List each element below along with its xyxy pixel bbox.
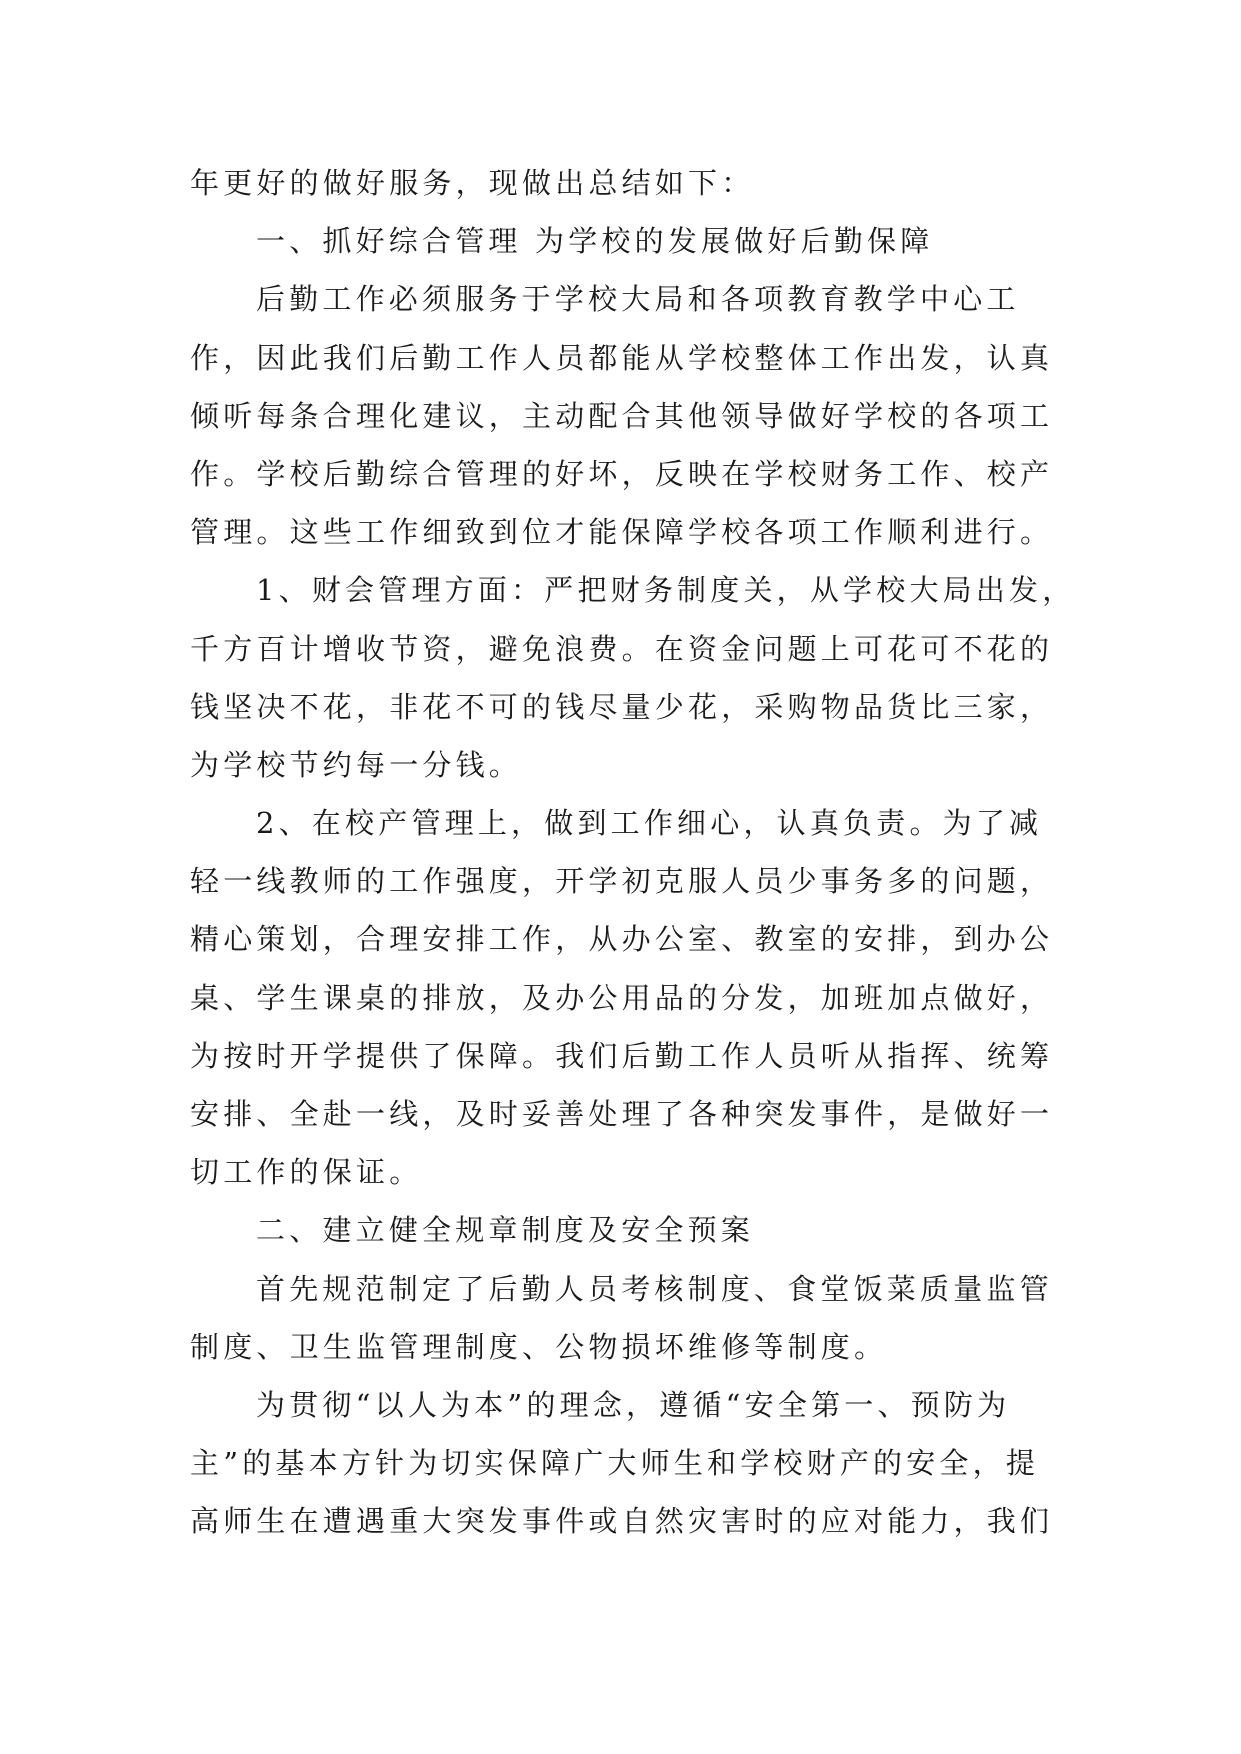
text-line: 首先规范制定了后勤人员考核制度、食堂饭菜质量监管 (256, 1271, 1053, 1306)
document-body (190, 154, 1076, 1551)
text-line: 为贯彻“以人为本”的理念，遵循“安全第一、预防为 (256, 1387, 1011, 1422)
text-line: 为学校节约每一分钱。 (190, 747, 523, 782)
text-line: 精心策划，合理安排工作，从办公室、教室的安排，到办公 (190, 922, 1054, 957)
text-line: 切工作的保证。 (190, 1155, 423, 1190)
text-line: 轻一线教师的工作强度，开学初克服人员少事务多的问题， (190, 864, 1054, 899)
text-line: 后勤工作必须服务于学校大局和各项教育教学中心工 (256, 282, 1020, 317)
text-line: 二、建立健全规章制度及安全预案 (256, 1213, 755, 1248)
text-line: 为按时开学提供了保障。我们后勤工作人员听从指挥、统筹 (190, 1038, 1054, 1073)
text-line: 作。学校后勤综合管理的好坏，反映在学校财务工作、校产 (190, 456, 1054, 491)
text-line: 1、财会管理方面：严把财务制度关，从学校大局出发， (256, 573, 1076, 608)
text-line: 钱坚决不花，非花不可的钱尽量少花，采购物品货比三家， (190, 689, 1054, 724)
text-line: 管理。这些工作细致到位才能保障学校各项工作顺利进行。 (190, 515, 1054, 550)
text-line: 千方百计增收节资，避免浪费。在资金问题上可花可不花的 (190, 631, 1054, 666)
text-line: 倾听每条合理化建议，主动配合其他领导做好学校的各项工 (190, 398, 1054, 433)
text-line: 制度、卫生监管理制度、公物损坏维修等制度。 (190, 1329, 888, 1364)
text-line: 作，因此我们后勤工作人员都能从学校整体工作出发，认真 (190, 340, 1054, 375)
text-line: 高师生在遭遇重大突发事件或自然灾害时的应对能力，我们 (190, 1504, 1054, 1539)
text-line: 桌、学生课桌的排放，及办公用品的分发，加班加点做好， (190, 980, 1054, 1015)
text-line: 安排、全赴一线，及时妥善处理了各种突发事件，是做好一 (190, 1097, 1054, 1131)
text-line: 年更好的做好服务，现做出总结如下： (190, 166, 755, 200)
text-line: 一、抓好综合管理 为学校的发展做好后勤保障 (256, 224, 934, 259)
text-line: 2、在校产管理上，做到工作细心，认真负责。为了减 (256, 806, 1043, 841)
text-line: 主”的基本方针为切实保障广大师生和学校财产的安全，提 (190, 1446, 1040, 1481)
